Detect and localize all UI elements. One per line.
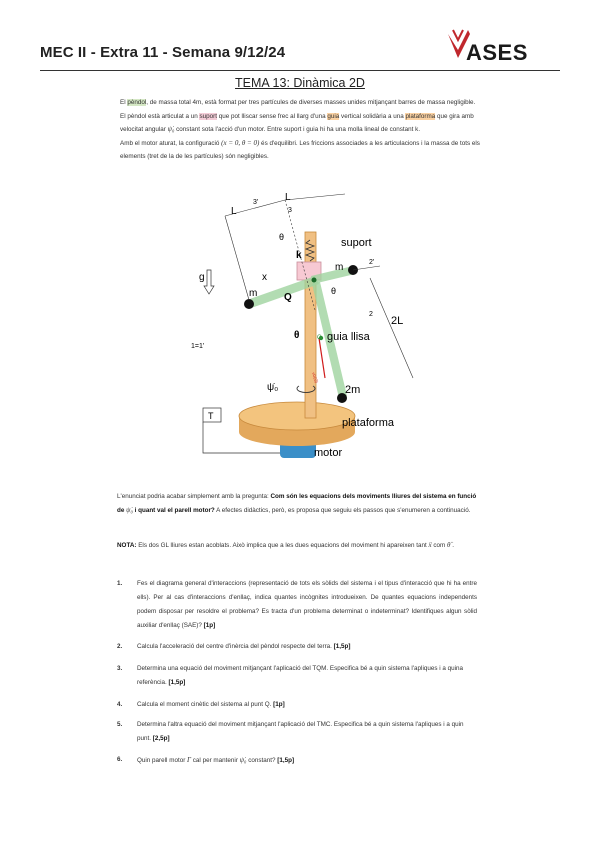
velocity-arrow (319, 338, 325, 378)
theta-ddot-symbol: θ̈ (447, 541, 451, 549)
question-item (117, 577, 477, 633)
highlight-pendol: pèndol (127, 99, 147, 106)
particle-m-left (244, 299, 254, 309)
question-text: Quin parell motor (137, 757, 188, 764)
label-2L: 2L (391, 315, 404, 327)
para-text: A efectes didàctics, però, es proposa que seguiu els passos que s'enumeren a continuació. (214, 506, 471, 514)
ases-logo-text: ASES (466, 40, 528, 65)
question-points: [1,5p] (277, 757, 295, 764)
intro-text: és d'equilibri. Les friccions associades a les articulacions i la massa de tots els elements (tret de la de les partícules) són negligibles. (120, 139, 480, 160)
header-divider (40, 70, 560, 71)
intro-text: El (120, 99, 128, 106)
label-guia: guia llisa (327, 331, 370, 343)
label-m-right: m (335, 262, 344, 273)
highlight-guia: guia (327, 112, 340, 120)
label-x: x (262, 272, 267, 283)
dimension-line (285, 194, 345, 200)
intro-text: que gira amb velocitat angular (120, 112, 474, 133)
intro-text: , de massa total 4m, està format per tres partícules de diverses masses unides mitjançant barres de massa negligible. El pèndol està articulat a un (120, 99, 476, 120)
label-theta-center: θ (294, 330, 300, 341)
nota-text: . (450, 542, 454, 549)
label-vgq: vG(Q) (311, 371, 320, 384)
question-paragraph (117, 490, 477, 517)
question-text: cal per mantenir (191, 757, 240, 764)
label-3: 3 (288, 207, 292, 214)
label-1: 1=1' (191, 343, 205, 350)
label-2-prime: 2' (369, 259, 375, 266)
intro-text: vertical solidària a una (339, 112, 406, 120)
label-G: G (317, 335, 322, 341)
question-number: 2. (117, 643, 123, 650)
gamma-symbol: Γ (187, 756, 192, 764)
para-question: Com són les equacions dels moviments lliures del sistema en funció de (117, 493, 477, 514)
nota-paragraph (117, 539, 477, 553)
label-motor: motor (314, 447, 343, 459)
question-number: 3. (117, 665, 123, 672)
dimension-line (370, 278, 413, 378)
gravity-arrow-icon (204, 270, 214, 294)
label-Q: Q (284, 292, 292, 303)
equilibrium-config: (x = 0, θ = 0) (221, 138, 260, 147)
question-number: 1. (117, 580, 123, 587)
nota-text: Els dos GL lliures estan acoblats. Això implica que a les dues equacions del moviment hi apareixen tant (136, 542, 429, 549)
question-text: constant? (246, 757, 278, 764)
para-text: L'enunciat podria acabar simplement amb la pregunta: (117, 493, 271, 500)
label-suport: suport (341, 237, 372, 249)
x-ddot-symbol: ẍ (428, 541, 432, 549)
label-g: g (199, 272, 205, 283)
question-text: Calcula el moment cinètic del sistema al punt Q. (137, 701, 274, 708)
question-number: 5. (117, 721, 123, 728)
label-2: 2 (369, 311, 373, 318)
highlight-plataforma: plataforma (405, 112, 436, 120)
label-theta-top: θ (279, 232, 285, 242)
intro-text: que pot lliscar sense frec al llarg d'una (216, 112, 328, 120)
label-3-prime: 3' (253, 199, 259, 206)
intro-text: Amb el motor aturat, la configuració (120, 139, 222, 147)
label-T: T (208, 411, 214, 421)
dimension-line (225, 216, 249, 300)
point-Q (312, 278, 317, 283)
question-number: 4. (117, 701, 123, 708)
highlight-suport: suport (199, 112, 217, 120)
label-2m: 2m (345, 384, 361, 396)
psi-symbol: ψ̇₀ (126, 505, 133, 514)
question-points: [1p] (273, 701, 285, 708)
question-text: Fes el diagrama general d'interaccions (representació de tots els sòlids del sistema i el tipus d'interacció que hi ha entre ells). Per al cas d'interaccions d'enllaç, indica quantes incògnites introdueixen. De quantes equacions independents podem disposar per resoldre el problema? Es tracta d'un problema determinat o indeterminat? Identifiques algun sòlid auxiliar d'enllaç (SAE)? (137, 580, 477, 629)
intro-paragraph (120, 96, 480, 164)
label-k: k (296, 250, 302, 261)
topic-title: TEMA 13: Dinàmica 2D (235, 76, 365, 90)
intro-text: constant sota l'acció d'un motor. Entre suport i guia hi ha una molla lineal de constant k. (174, 126, 421, 133)
label-m-left: m (249, 288, 258, 299)
platform-top (239, 402, 355, 430)
label-plataforma: plataforma (342, 417, 394, 429)
psi-symbol: ψ̇₀ (239, 756, 247, 764)
para-question-end: i quant val el parell motor? (132, 506, 215, 514)
question-text: Calcula l'acceleració del centre d'inèrcia del pèndol respecte del terra. (137, 643, 334, 650)
document-header-title: MEC II - Extra 11 - Semana 9/12/24 (40, 44, 286, 61)
question-number: 6. (117, 756, 123, 763)
question-text: Determina una equació del moviment mitjançant l'aplicació del TQM. Especifica bé a quin sistema l'apliques i a quina referència. (137, 665, 464, 686)
label-psi: ψ̇₀ (267, 382, 279, 393)
question-points: [1,5p] (168, 679, 186, 686)
question-points: [1,5p] (333, 643, 351, 650)
question-points: [2,5p] (152, 735, 170, 742)
psi-symbol: ψ̇₀ (167, 125, 175, 133)
label-L-left: L (231, 206, 237, 217)
pendulum-diagram (185, 188, 435, 468)
label-L-right: L (285, 192, 291, 203)
nota-label: NOTA: (117, 542, 137, 549)
nota-text: com (431, 542, 448, 549)
question-points: [1p] (203, 622, 216, 629)
label-theta-right: θ (331, 286, 337, 296)
question-text: Determina l'altra equació del moviment mitjançant l'aplicació del TMC. Especifica bé a quin sistema l'apliques i a quin punt. (137, 721, 464, 742)
